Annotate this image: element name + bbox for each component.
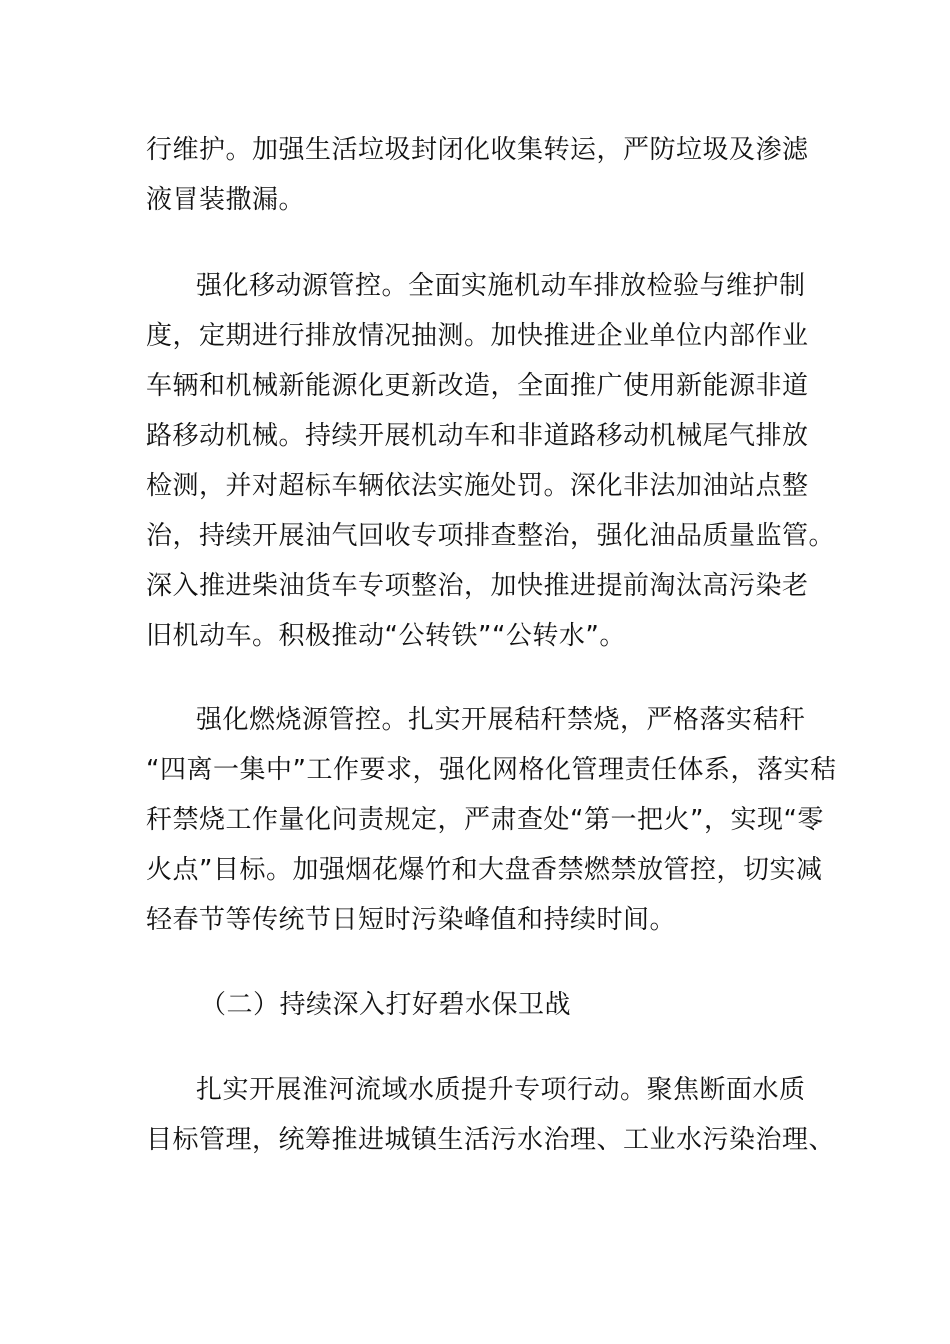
- paragraph-line: 强化移动源管控。全面实施机动车排放检验与维护制: [196, 271, 806, 301]
- paragraph-line: 检测，并对超标车辆依法实施处罚。深化非法加油站点整: [146, 471, 809, 501]
- paragraph-line: 扎实开展淮河流域水质提升专项行动。聚焦断面水质: [196, 1075, 806, 1105]
- paragraph-line: 强化燃烧源管控。扎实开展秸秆禁烧，严格落实秸秆: [196, 705, 806, 735]
- paragraph-line: 目标管理，统筹推进城镇生活污水治理、工业水污染治理、: [146, 1125, 836, 1155]
- paragraph-line: 路移动机械。持续开展机动车和非道路移动机械尾气排放: [146, 421, 809, 451]
- paragraph-line: 秆禁烧工作量化问责规定，严肃查处“第一把火”，实现“零: [146, 805, 824, 835]
- paragraph-line: 治，持续开展油气回收专项排查整治，强化油品质量监管。: [146, 521, 836, 551]
- paragraph-line: 旧机动车。积极推动“公转铁”“公转水”。: [146, 621, 626, 651]
- paragraph-line: 车辆和机械新能源化更新改造，全面推广使用新能源非道: [146, 371, 809, 401]
- paragraph-line: 深入推进柴油货车专项整治，加快推进提前淘汰高污染老: [146, 571, 809, 601]
- paragraph-line: 度，定期进行排放情况抽测。加快推进企业单位内部作业: [146, 321, 809, 351]
- paragraph-line: “四离一集中”工作要求，强化网格化管理责任体系，落实秸: [146, 755, 837, 785]
- paragraph-line: 轻春节等传统节日短时污染峰值和持续时间。: [146, 905, 677, 935]
- paragraph-line: 液冒装撒漏。: [146, 185, 306, 215]
- paragraph-line: 行维护。加强生活垃圾封闭化收集转运，严防垃圾及渗滤: [146, 135, 809, 165]
- section-heading: （二）持续深入打好碧水保卫战: [200, 990, 572, 1020]
- paragraph-line: 火点”目标。加强烟花爆竹和大盘香禁燃禁放管控，切实减: [146, 855, 823, 885]
